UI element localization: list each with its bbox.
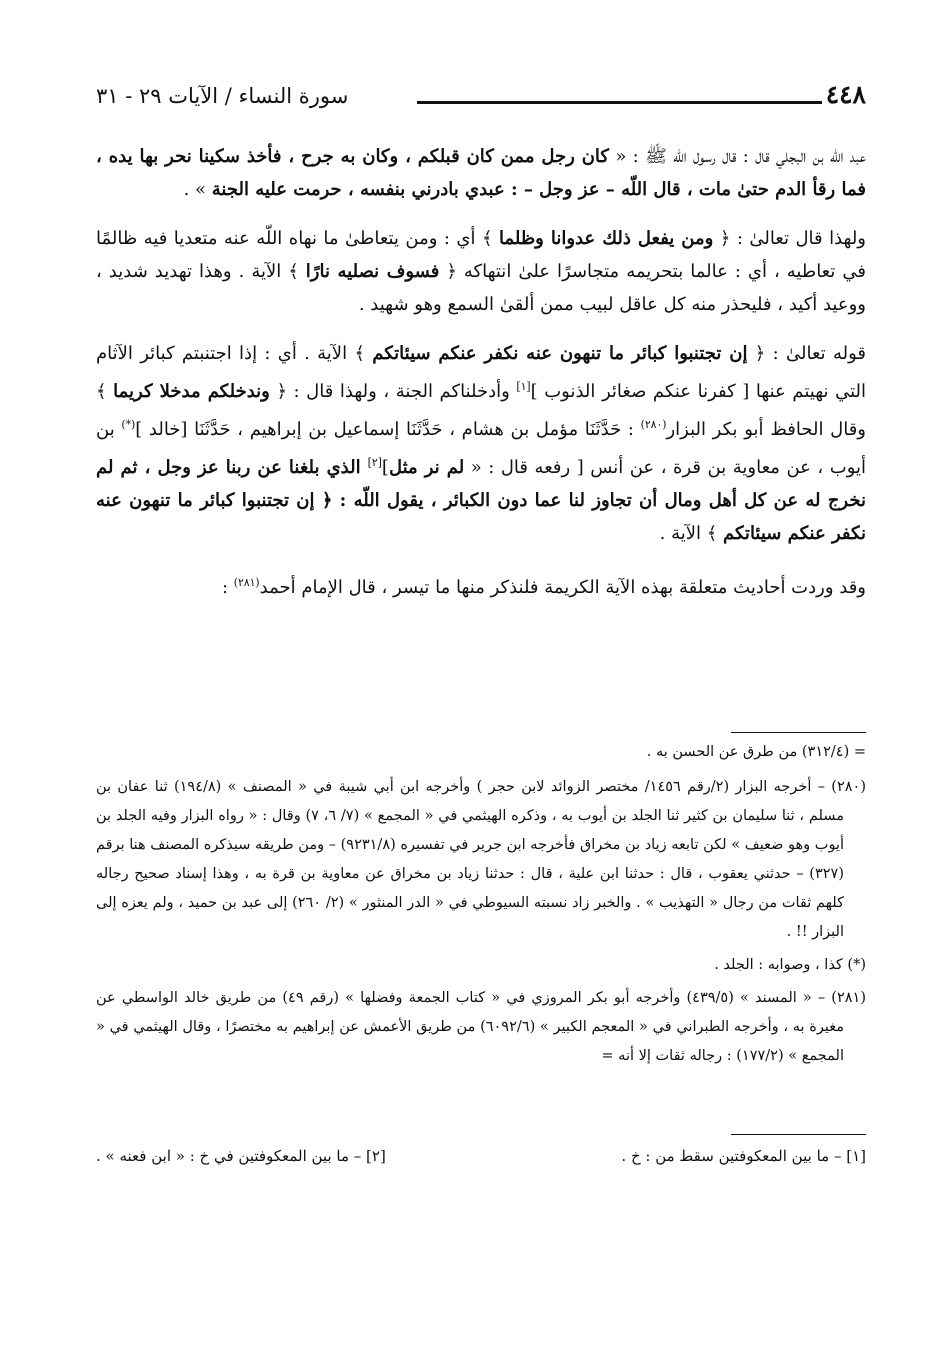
paragraph-commentary: [96, 222, 866, 321]
main-text: [96, 140, 866, 620]
footnote-ref[interactable]: (٢٨٠): [640, 418, 667, 431]
text-span: عبد اللّه بن البجلي قال : قال رسول اللّه ﷺ : «: [608, 146, 866, 167]
editor-note-2: [٢] – ما بين المعكوفتين في خ : « ابن فعنه » .: [96, 1147, 386, 1165]
text-span: ﴾ وقال الحافظ أبو بكر البزار: [96, 381, 866, 440]
text-span: ﴾ الآية . وهذا تهديد شديد ، ووعيد أكيد ، فليحذر منه كل عاقل لبيب ممن ألقىٰ السمع وهو شهيد .: [96, 261, 866, 315]
editor-notes: [96, 1142, 866, 1170]
text-span: ﴾ أي : ومن يتعاطىٰ ما نهاه اللّه عنه متعديا فيه ظالمًا في تعاطيه ، أي : عالما بتحريمه متجاسرًا علىٰ انتهاكه ﴿: [96, 228, 866, 282]
text-span: قوله تعالىٰ : ﴿: [747, 343, 866, 364]
footnote-star: (*) كذا ، وصوابه : الجلد .: [714, 957, 866, 973]
hadith-text: لم نر مثل: [388, 457, 465, 478]
quran-quote: فسوف نصليه نارًا: [305, 261, 440, 282]
text-span: ﴾ الآية . أي : إذا اجتنبتم كبائر الآثام التي نهيتم عنها [ كفرنا عنكم صغائر الذنوب ]: [96, 343, 866, 402]
text-span: : حَدَّثَنَا مؤمل بن هشام ، حَدَّثَنَا إسماعيل بن إبراهيم ، حَدَّثَنَا [خالد ]: [135, 419, 641, 440]
text-span: ولهذا قال تعالىٰ : ﴿: [713, 228, 866, 249]
footnote-280: (٢٨٠) – أخرجه البزار (٢/رقم ١٤٥٦/ مختصر الزوائد لابن حجر ) وأخرجه ابن أبي شيبة في « المصنف » (١٩٤/٨) ثنا عفان بن مسلم ، ثنا سليمان بن كثير ثنا الجلد بن أيوب به ، وذكره الهيثمي في « المجمع » (٧/ ٦، ٧) وقال : « رواه البزار وفيه الجلد بن أيوب وهو ضعيف » لكن تابعه زياد بن مخراق فأخرجه ابن جرير في تفسيره (٩٢٣١/٨) – ومن طريقه سيذكره المصنف هنا برقم (٣٢٧) – حدثني يعقوب ، قال : حدثنا ابن علية ، قال : حدثنا زياد بن مخراق عن معاوية بن قرة به ، وهذا إسناد صحيح رجاله كلهم ثقات من رجال « التهذيب » . والخبر زاد نسبته السيوطي في « الدر المنثور » (٢/ ٢٦٠) إلى عبد بن حميد ، ولم يعزه إلى البزار !! .: [96, 779, 866, 940]
bracket: ]: [381, 457, 389, 478]
paragraph-hadith: [96, 140, 866, 206]
footnote-continuation: = (٣١٢/٤) من طرق عن الحسن به .: [646, 744, 866, 760]
text-span: ﴾ الآية .: [659, 523, 724, 544]
paragraph-verse-31: [96, 337, 866, 550]
notes-separator: [731, 1134, 866, 1135]
page-header: [96, 80, 866, 124]
quran-quote: ومن يفعل ذلك عدوانا وظلما: [498, 228, 714, 249]
header-rule: [417, 101, 822, 104]
editor-note-ref[interactable]: [٢]: [367, 456, 382, 469]
editor-note-1: [١] – ما بين المعكوفتين سقط من : خ .: [621, 1147, 866, 1165]
footnotes: [96, 738, 866, 1075]
text-span: وقد وردت أحاديث متعلقة بهذه الآية الكريمة فلنذكر منها ما تيسر ، قال الإمام أحمد: [259, 577, 866, 598]
quran-quote: إن تجتنبوا كبائر ما تنهون عنه نكفر عنكم سيئاتكم: [372, 343, 748, 364]
paragraph-transition: [96, 566, 866, 604]
hadith-text: كان رجل ممن كان قبلكم ، وكان به جرح ، فأخذ سكينا نحر بها يده ، فما رقأ الدم حتىٰ مات ، قال اللّه – عز وجل – : عبدي بادرني بنفسه ، حرمت عليه الجنة: [96, 146, 866, 200]
footnote-ref[interactable]: (٢٨١): [233, 576, 260, 589]
text-span: بن أيوب ، عن معاوية بن قرة ، عن أنس [ رفعه قال : «: [96, 419, 866, 478]
running-title: سورة النساء / الآيات ٢٩ - ٣١: [96, 84, 349, 108]
text-span: :: [221, 577, 234, 598]
footnote-ref[interactable]: (*): [121, 418, 136, 431]
footnote-281: (٢٨١) – « المسند » (٤٣٩/٥) وأخرجه أبو بكر المروزي في « كتاب الجمعة وفضلها » (رقم ٤٩) من طريق خالد الواسطي عن مغيرة به ، وأخرجه الطبراني في « المعجم الكبير » (٦٠٩٢/٦) من طريق الأعمش عن إبراهيم به مختصرًا ، وقال الهيثمي في « المجمع » (١٧٧/٢) : رجاله ثقات إلا أنه =: [96, 990, 866, 1064]
editor-note-ref[interactable]: [١]: [516, 380, 531, 393]
hadith-text: الذي بلغنا عن ربنا عز وجل ، ثم لم نخرج له عن كل أهل ومال أن تجاوز لنا عما دون الكبائر ، يقول اللّه : ﴿ إن تجتنبوا كبائر ما تنهون عنه نكفر عنكم سيئاتكم: [96, 457, 866, 544]
footnote-separator: [731, 732, 866, 733]
book-page: [96, 80, 866, 1310]
text-span: وأدخلناكم الجنة ، ولهذا قال : ﴿: [269, 381, 517, 402]
page-number: ٤٤٨: [825, 80, 866, 109]
quran-quote: وندخلكم مدخلا كريما: [113, 381, 270, 402]
text-span: » .: [183, 179, 212, 200]
